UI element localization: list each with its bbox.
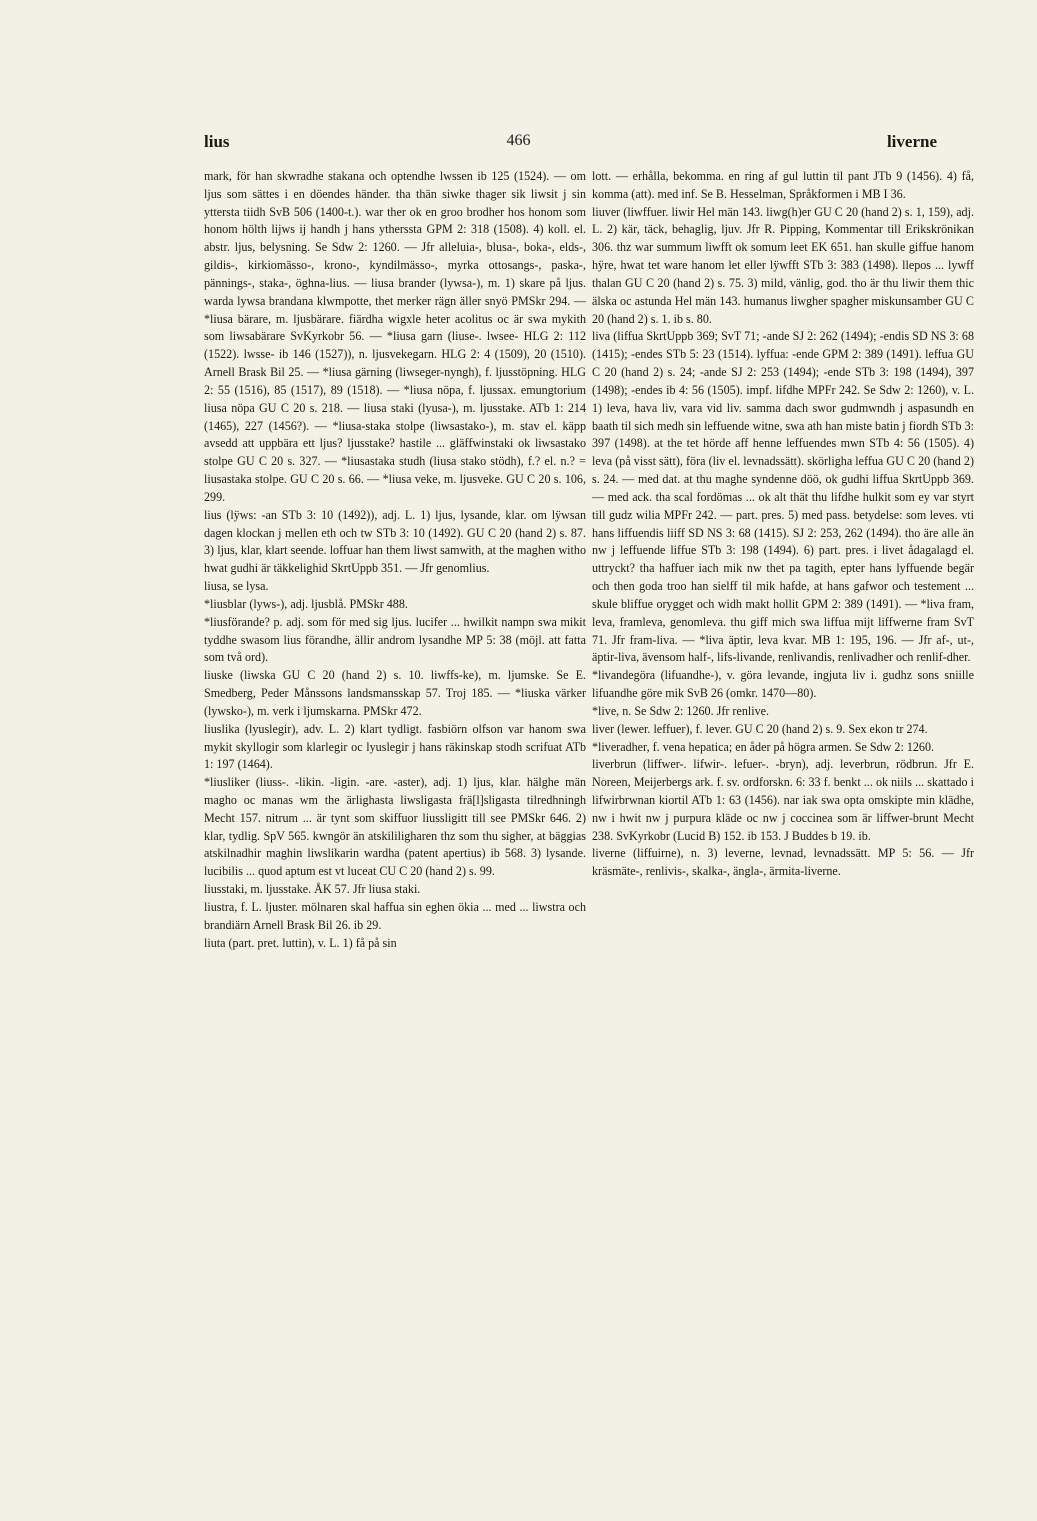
entry-liva: liva (liffua SkrtUppb 369; SvT 71; -ande SJ 2: 262 (1494); -endis SD NS 3: 68 (1415); -endes STb 5: 23 (1514). lyffua: -ende GPM 2: 389 (1491). leffua GU C 20 (hand 2) s. 24; -ande SJ 2: 253 (1494); -ende STb 3: 198 (1494), 397 (1498); -endes ib 4: 56 (1505). impf. lifdhe MPFr 242. Se Sdw 2: 1260), v. L. 1) leva, hava liv, vara vid liv. samma dach swor gudmwndh j aspasundh en baath til sich medh sin leffuende witne, swa ath han miste batin j fiordh STb 3: 397 (1498). at the tet hörde aff henne leffuendes mwn STb 4: 56 (1505). 4) leva (på visst sätt), föra (liv el. levnadssätt). skörligha leffua GU C 20 (hand 2) s. 24. — med dat. at thu maghe syndenne döö, ok gudhi liffua SkrtUppb 369. — med ack. tha scal fordömas ... ok alt thät thu lifdhe hulkit som ey var styrt till gudz wilia MPFr 242. — part. pres. 5) med pass. betydelse: som leves. vti hans liffuendis liiff SD NS 3: 68 (1415). SJ 2: 253, 262 (1494). tho äre alle än nw j leffuende liffue STb 3: 198 (1494). 6) part. pres. i livet ådagalagd el. uttryckt? tha haffuer iach mik nw thet pa tagith, epter hans lyffuende begär och then goda troo han sielff til mik hafde, at hans gafwor och testement ... skule bliffue orygget och widh makt hollit GPM 2: 389 (1491). — *liva fram, leva, framleva, genomleva. thu giff mich swa liffua mijt liffwerne fram SvT 71. Jfr fram-liva. — *liva äptir, leva kvar. MB 1: 195, 196. — Jfr af-, ut-, äptir-liva, ävensom half-, lifs-livande, renlivandis, renlivadher och renlif-dher.: [592, 329, 974, 665]
entry-liuta: liuta (part. pret. luttin), v. L. 1) få på sin: [204, 935, 397, 950]
entry-liusa: liusa, se lysa.: [204, 579, 269, 594]
entry-livandegora: *livandegöra (lifuandhe-), v. göra levande, ingjuta liv i. gudhz sons sniille lifuandhe göre mik SvB 26 (omkr. 1470—80).: [592, 668, 974, 701]
entry-liusforande: *liusförande? p. adj. som för med sig ljus. lucifer ... hwilkit nampn swa mikit tyddhe swasom lius förandhe, ällir androm lysandhe MP 5: 38 (möjl. att fatta som två ord).: [204, 614, 586, 665]
entry-liveradher: *liveradher, f. vena hepatica; en åder på högra armen. Se Sdw 2: 1260.: [592, 739, 935, 754]
entry-liverne: liverne (liffuirne), n. 3) leverne, levnad, levnadssätt. MP 5: 56. — Jfr kräsmäte-, renlivis-, skalka-, ängla-, ärmita-liverne.: [592, 846, 974, 879]
entry-liuver: liuver (liwffuer. liwir Hel män 143. liwg(h)er GU C 20 (hand 2) s. 1, 159), adj. L. 2) kär, täck, behaglig, ljuv. Jfr R. Pipping, Kommentar till Erikskrönikan 306. thz war summum liwfft ok somum leet EK 651. han skulle giffue hanom hÿre, hwat tet ware hanom let eller lÿwfft STb 3: 383 (1498). llepos ... lywff thalan GU C 20 (hand 2) s. 75. 3) mild, vänlig, god. tho är thu liwir them thic älska oc astunda Hel män 143. humanus liwgher spagher miskunsamber GU C 20 (hand 2) s. 1. ib s. 80.: [592, 204, 974, 326]
page-number: 466: [506, 132, 531, 149]
entry-liver: liver (lewer. leffuer), f. lever. GU C 20 (hand 2) s. 9. Sex ekon tr 274.: [592, 721, 928, 736]
entry-liuta-cont: lott. — erhålla, bekomma. en ring af gul luttin til pant JTb 9 (1456). 4) få, komma (att). med inf. Se B. Hesselman, Språkformen i MB I 36.: [592, 169, 974, 201]
running-head-right: liverne: [886, 132, 937, 151]
entry-liverbrun: liverbrun (liffwer-. lifwir-. lefuer-. -bryn), adj. leverbrun, rödbrun. Jfr E. Noreen, Meijerbergs ark. f. sv. ordforskn. 6: 33 f. benkt ... ok niils ... skattado i lifwirbrwnan kiortil ATb 1: 63 (1456). nar iak swa opta omskipte min klädhe, nw i hwit nw j purpura kläde oc nw j coccinea som är liffwer-brunt Mecht 238. SvKyrkobr (Lucid B) 152. ib 153. J Buddes b 19. ib.: [592, 757, 974, 843]
entry-liuske: liuske (liwska GU C 20 (hand 2) s. 10. liwffs-ke), m. ljumske. Se E. Smedberg, Peder Månssons landsmansskap 57. Troj 185. — *liuska värker (lywsko-), m. verk i ljumskarna. PMSkr 472.: [204, 668, 586, 718]
running-head-left: lius: [204, 132, 230, 151]
entry-live: *live, n. Se Sdw 2: 1260. Jfr renlive.: [592, 703, 770, 718]
entry-lius-adj: lius (lÿws: -an STb 3: 10 (1492)), adj. L. 1) ljus, lysande, klar. om lÿwsan dagen klockan j mellen eth och tw STb 3: 10 (1492). GU C 20 (hand 2) s. 87. 3) ljus, klar, klart seende. loffuar han them liwst samwith, at the maghen witho hwat gudhi är täkkelighid SkrtUppb 351. — Jfr genomlius.: [204, 507, 586, 576]
entry-liusliker: *liusliker (liuss-. -likin. -ligin. -are. -aster), adj. 1) ljus, klar. hälghe män magho oc manas wm the ärlighasta liwsligasta frä[l]sligasta tilredhningh Mecht 157. nitrum ... är tynt som skiffuor liussligitt till see PMSkr 646. 2) klar, tydlig. SpV 565. kwngör än atskililigharen thz som thu sigher, at bäggias atskilnadhir maghin liwslikarin wardha (patent apertius) ib 568. 3) lysande. lucibilis ... quod aptum est vt luceat CU C 20 (hand 2) s. 99.: [204, 775, 586, 879]
entry-liustra: liustra, f. L. ljuster. mölnaren skal haffua sin eghen ökia ... med ... liwstra och brandiärn Arnell Brask Bil 26. ib 29.: [204, 899, 586, 932]
entry-lius-cont: mark, för han skwradhe stakana och optendhe lwssen ib 125 (1524). — om ljus som sättes i en döendes händer. tha thän siwke thager sik liwsit j sin yttersta tiidh SvB 506 (1400-t.). war ther ok en groo brodher hos honom som honom hölth lijws ij handh j hans ytherssta GPM 2: 318 (1508). 4) koll. el. abstr. ljus, belysning. Se Sdw 2: 1260. — Jfr alleluia-, blusa-, boka-, elds-, gildis-, kirkiomässo-, krono-, kyndilmässo-, myrka ottosangs-, paska-, pännings-, staka-, öghna-lius. — liusa brander (lywsa-), m. 1) skare på ljus. warda lywsa brandana klwmpotte, thet merker rägn äller snyö PMSkr 294. — *liusa bärare, m. ljusbärare. fiärdha wigxle heter acolitus oc är swa mykith som liwsabärare SvKyrkobr 56. — *liusa garn (liuse-. lwsee- HLG 2: 112 (1522). lwsse- ib 146 (1527)), n. ljusvekegarn. HLG 2: 4 (1509), 20 (1510). Arnell Brask Bil 25. — *liusa gärning (liwseger-nyngh), f. ljusstöpning. HLG 2: 55 (1516), 85 (1517), 89 (1518). — *liusa nöpa, f. ljussax. emungtorium liusa nöpa GU C 20 s. 218. — liusa staki (lyusa-), m. ljusstake. ATb 1: 214 (1465), 227 (1456?). — *liusa-staka stolpe (liwsastako-), m. stav el. käpp avsedd att uppbära ett ljus? ljusstake? hastile ... gläffwinstaki ok liwsastako stolpe GU C 20 s. 327. — *liusastaka studh (liusa stako stödh), f.? el. n.? = liusastaka stolpe. GU C 20 s. 66. — *liusa veke, m. ljusveke. GU C 20 s. 106, 299.: [204, 169, 586, 504]
entry-liusblar: *liusblar (lyws-), adj. ljusblå. PMSkr 488.: [204, 596, 408, 611]
entry-liuslika: liuslika (lyuslegir), adv. L. 2) klart tydligt. fasbiörn olfson var hanom swa mykit skyllogir som klarlegir oc lyuslegir j hans räkinskap stodh scrifuat ATb 1: 197 (1464).: [204, 721, 586, 772]
right-column: [592, 168, 974, 881]
entry-liusstaki: liusstaki, m. ljusstake. ÅK 57. Jfr liusa staki.: [204, 882, 421, 897]
left-column: [204, 168, 586, 952]
